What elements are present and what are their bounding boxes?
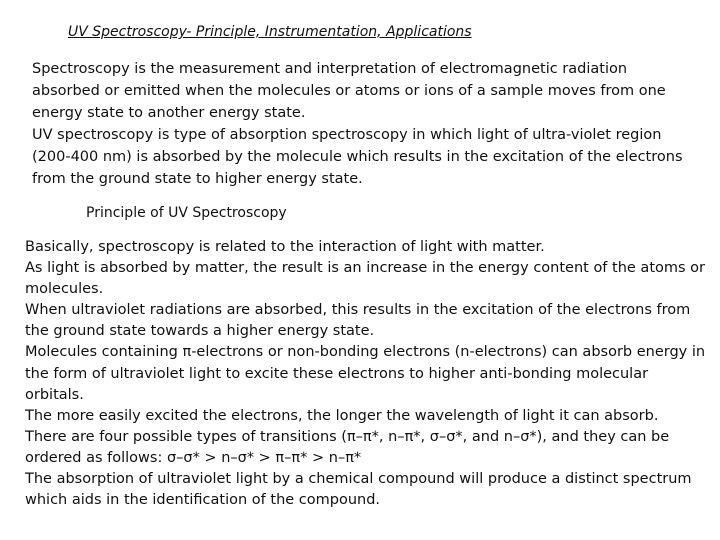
intro-paragraph: Spectroscopy is the measurement and interpretation of electromagnetic radiation absorbed or emitted when the molecules or atoms or ions of a sample moves from one energy state to another energy state. (32, 61, 666, 121)
principle-paragraph: The absorption of ultraviolet light by a chemical compound will produce a distinct spectrum which aids in the identification of the compound. (25, 471, 692, 509)
document-title: UV Spectroscopy- Principle, Instrumentation, Applications (68, 24, 472, 40)
principle-heading: Principle of UV Spectroscopy (86, 205, 287, 221)
principle-paragraph: Basically, spectroscopy is related to the interaction of light with matter. (25, 239, 545, 255)
principle-paragraph: As light is absorbed by matter, the result is an increase in the energy content of the atoms or molecules. (25, 260, 705, 298)
intro-paragraph: UV spectroscopy is type of absorption spectroscopy in which light of ultra-violet region (200-400 nm) is absorbed by the molecule which results in the excitation of the electrons from the ground state to higher energy state. (32, 127, 683, 187)
principle-paragraph: The more easily excited the electrons, the longer the wavelength of light it can absorb. (25, 407, 659, 424)
principle-paragraph: Molecules containing π-electrons or non-bonding electrons (n-electrons) can absorb energy in the form of ultraviolet light to excite these electrons to higher anti-bonding molecular orbitals. (25, 344, 706, 403)
principle-paragraph: There are four possible types of transitions (π–π*, n–π*, σ–σ*, and n–σ*), and they can be ordered as follows: σ–σ* > n–σ* > π–π* > n–π* (25, 428, 670, 466)
intro-section (32, 58, 692, 190)
principle-section (25, 237, 710, 511)
principle-paragraph: When ultraviolet radiations are absorbed, this results in the excitation of the electrons from the ground state towards a higher energy state. (25, 302, 691, 340)
